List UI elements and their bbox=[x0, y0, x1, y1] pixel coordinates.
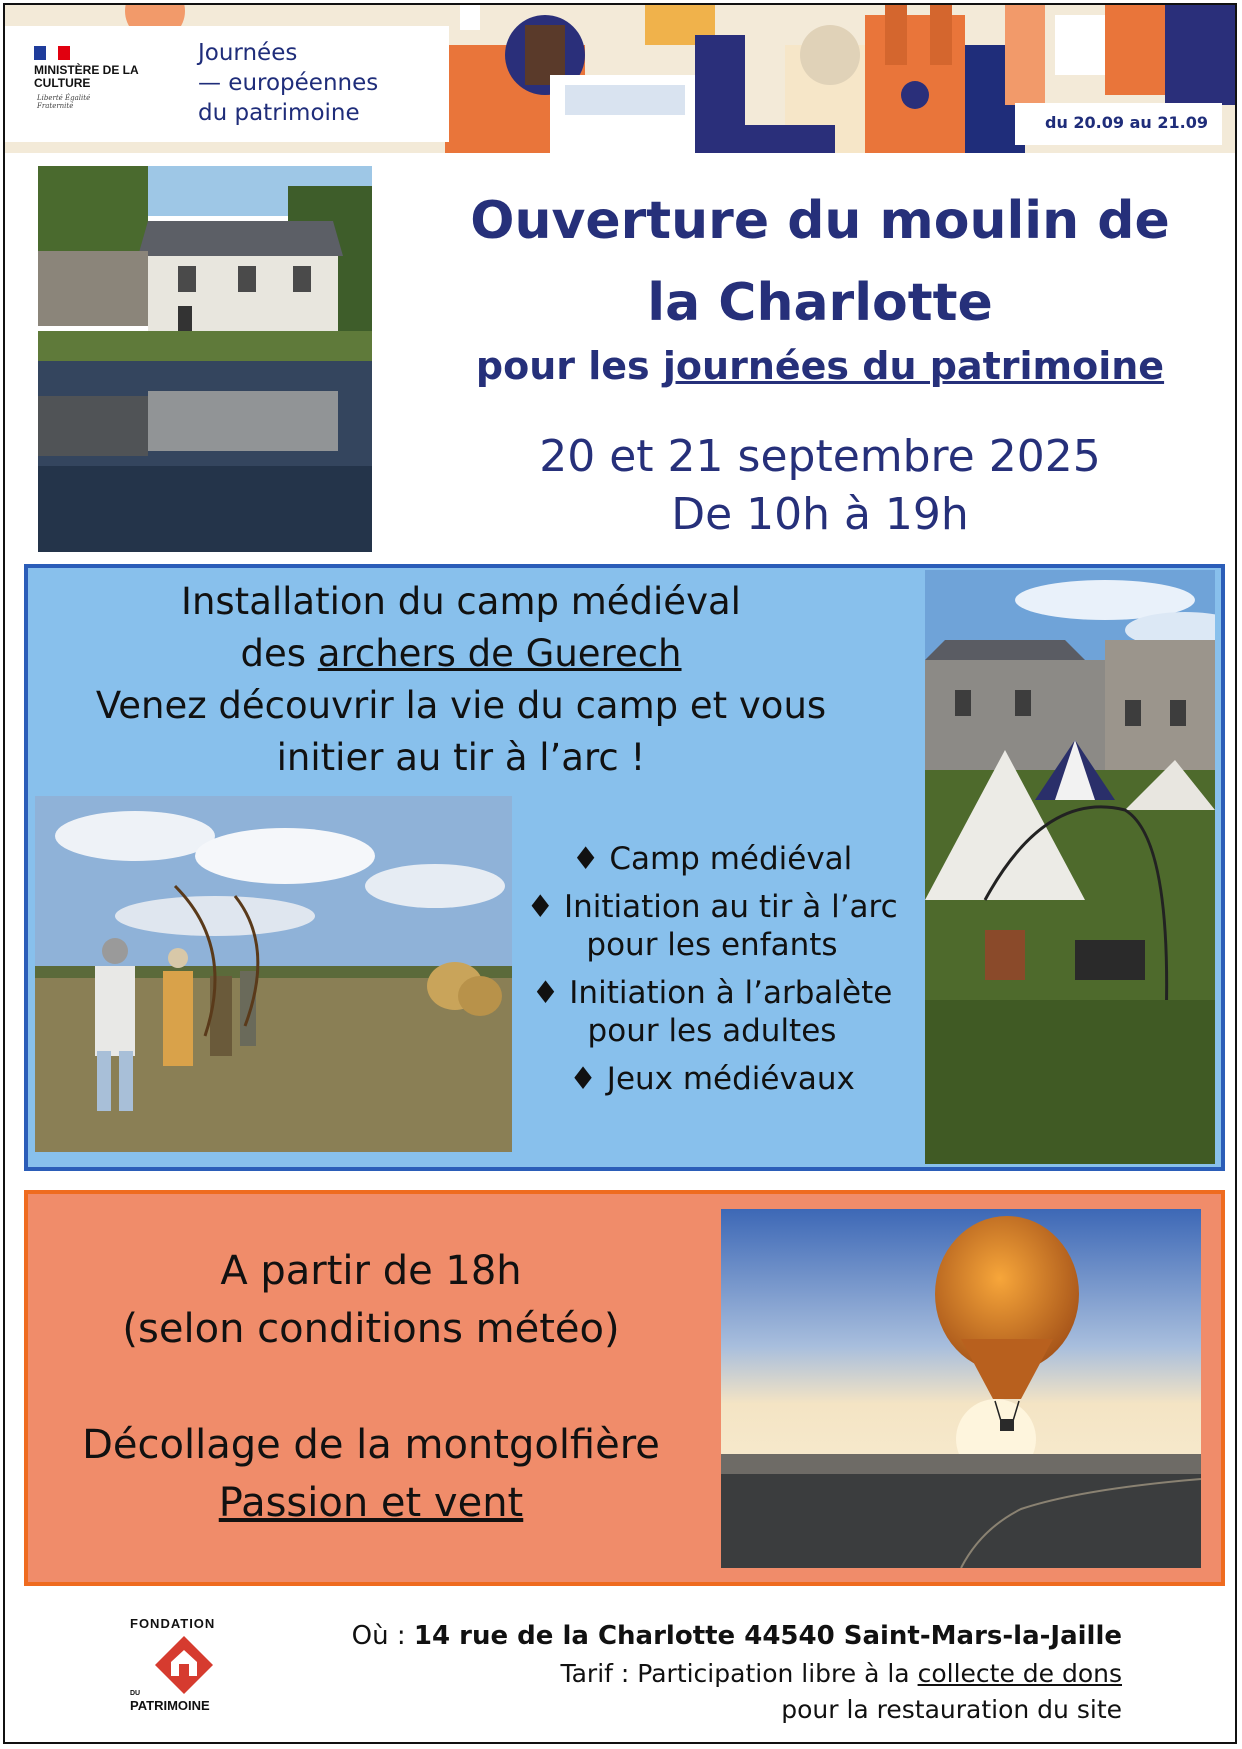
subtitle bbox=[420, 344, 1220, 388]
footer-info bbox=[270, 1616, 1122, 1728]
fondation-logo-bottom: PATRIMOINE bbox=[130, 1698, 210, 1713]
jep-line1: Journées bbox=[198, 40, 298, 66]
address-line bbox=[270, 1616, 1122, 1656]
camp-intro bbox=[34, 576, 888, 784]
camp-line4: initier au tir à l’arc ! bbox=[276, 736, 646, 779]
event-hours: De 10h à 19h bbox=[671, 489, 969, 540]
event-date-block bbox=[420, 428, 1220, 544]
title-line2: la Charlotte bbox=[647, 273, 993, 333]
ministry-name: MINISTÈRE DE LA CULTURE bbox=[34, 63, 139, 90]
balloon-line2: (selon conditions météo) bbox=[122, 1306, 620, 1352]
list-item: ♦ Jeux médiévaux bbox=[569, 1061, 855, 1097]
list-item: ♦ Initiation au tir à l’arc pour les enfants bbox=[526, 889, 898, 963]
balloon-text bbox=[36, 1242, 706, 1532]
camp-archers-link: archers de Guerech bbox=[317, 632, 682, 675]
fondation-logo-du: DU bbox=[130, 1690, 141, 1697]
jep-logo-text bbox=[198, 38, 378, 128]
subtitle-link: journées du patrimoine bbox=[662, 344, 1165, 388]
ministry-motto: Liberté Égalité Fraternité bbox=[37, 94, 91, 110]
camp-activities-list bbox=[512, 840, 912, 1108]
tarif-suffix: pour la restauration du site bbox=[781, 1695, 1122, 1724]
jep-line2: — européennes bbox=[198, 70, 379, 96]
balloon-photo bbox=[721, 1209, 1201, 1568]
camp-line1: Installation du camp médiéval bbox=[181, 580, 741, 623]
archers-photo bbox=[35, 796, 512, 1152]
camp-line3: Venez découvrir la vie du camp et vous bbox=[95, 684, 827, 727]
list-item: ♦ Camp médiéval bbox=[571, 841, 853, 877]
jep-line3: du patrimoine bbox=[198, 100, 360, 126]
balloon-line1: A partir de 18h bbox=[220, 1248, 522, 1294]
event-dates: du 20.09 au 21.09 bbox=[1045, 113, 1208, 132]
marianne-flag-icon bbox=[34, 46, 70, 60]
event-date: 20 et 21 septembre 2025 bbox=[539, 431, 1101, 482]
donation-link: collecte de dons bbox=[917, 1659, 1122, 1688]
balloon-line3: Décollage de la montgolfière bbox=[82, 1422, 660, 1468]
fondation-logo-top: FONDATION bbox=[130, 1616, 216, 1631]
tarif-prefix: Tarif : Participation libre à la bbox=[560, 1659, 918, 1688]
balloon-company-link: Passion et vent bbox=[218, 1480, 524, 1526]
list-item: ♦ Initiation à l’arbalète pour les adultes bbox=[531, 975, 893, 1049]
subtitle-prefix: pour les bbox=[475, 344, 663, 388]
where-label: Où : bbox=[351, 1621, 414, 1651]
camp-line2-prefix: des bbox=[240, 632, 318, 675]
fondation-diamond-icon bbox=[155, 1636, 213, 1694]
title-line1: Ouverture du moulin de bbox=[470, 191, 1170, 251]
camp-line2 bbox=[34, 628, 888, 680]
mill-photo bbox=[38, 166, 372, 552]
page-title bbox=[420, 180, 1220, 344]
balloon-line4 bbox=[36, 1474, 706, 1532]
spacer bbox=[36, 1358, 706, 1416]
camp-photo bbox=[925, 570, 1215, 1164]
address: 14 rue de la Charlotte 44540 Saint-Mars-la-Jaille bbox=[413, 1621, 1122, 1651]
tarif-line bbox=[270, 1656, 1122, 1692]
fondation-patrimoine-logo bbox=[128, 1616, 240, 1718]
